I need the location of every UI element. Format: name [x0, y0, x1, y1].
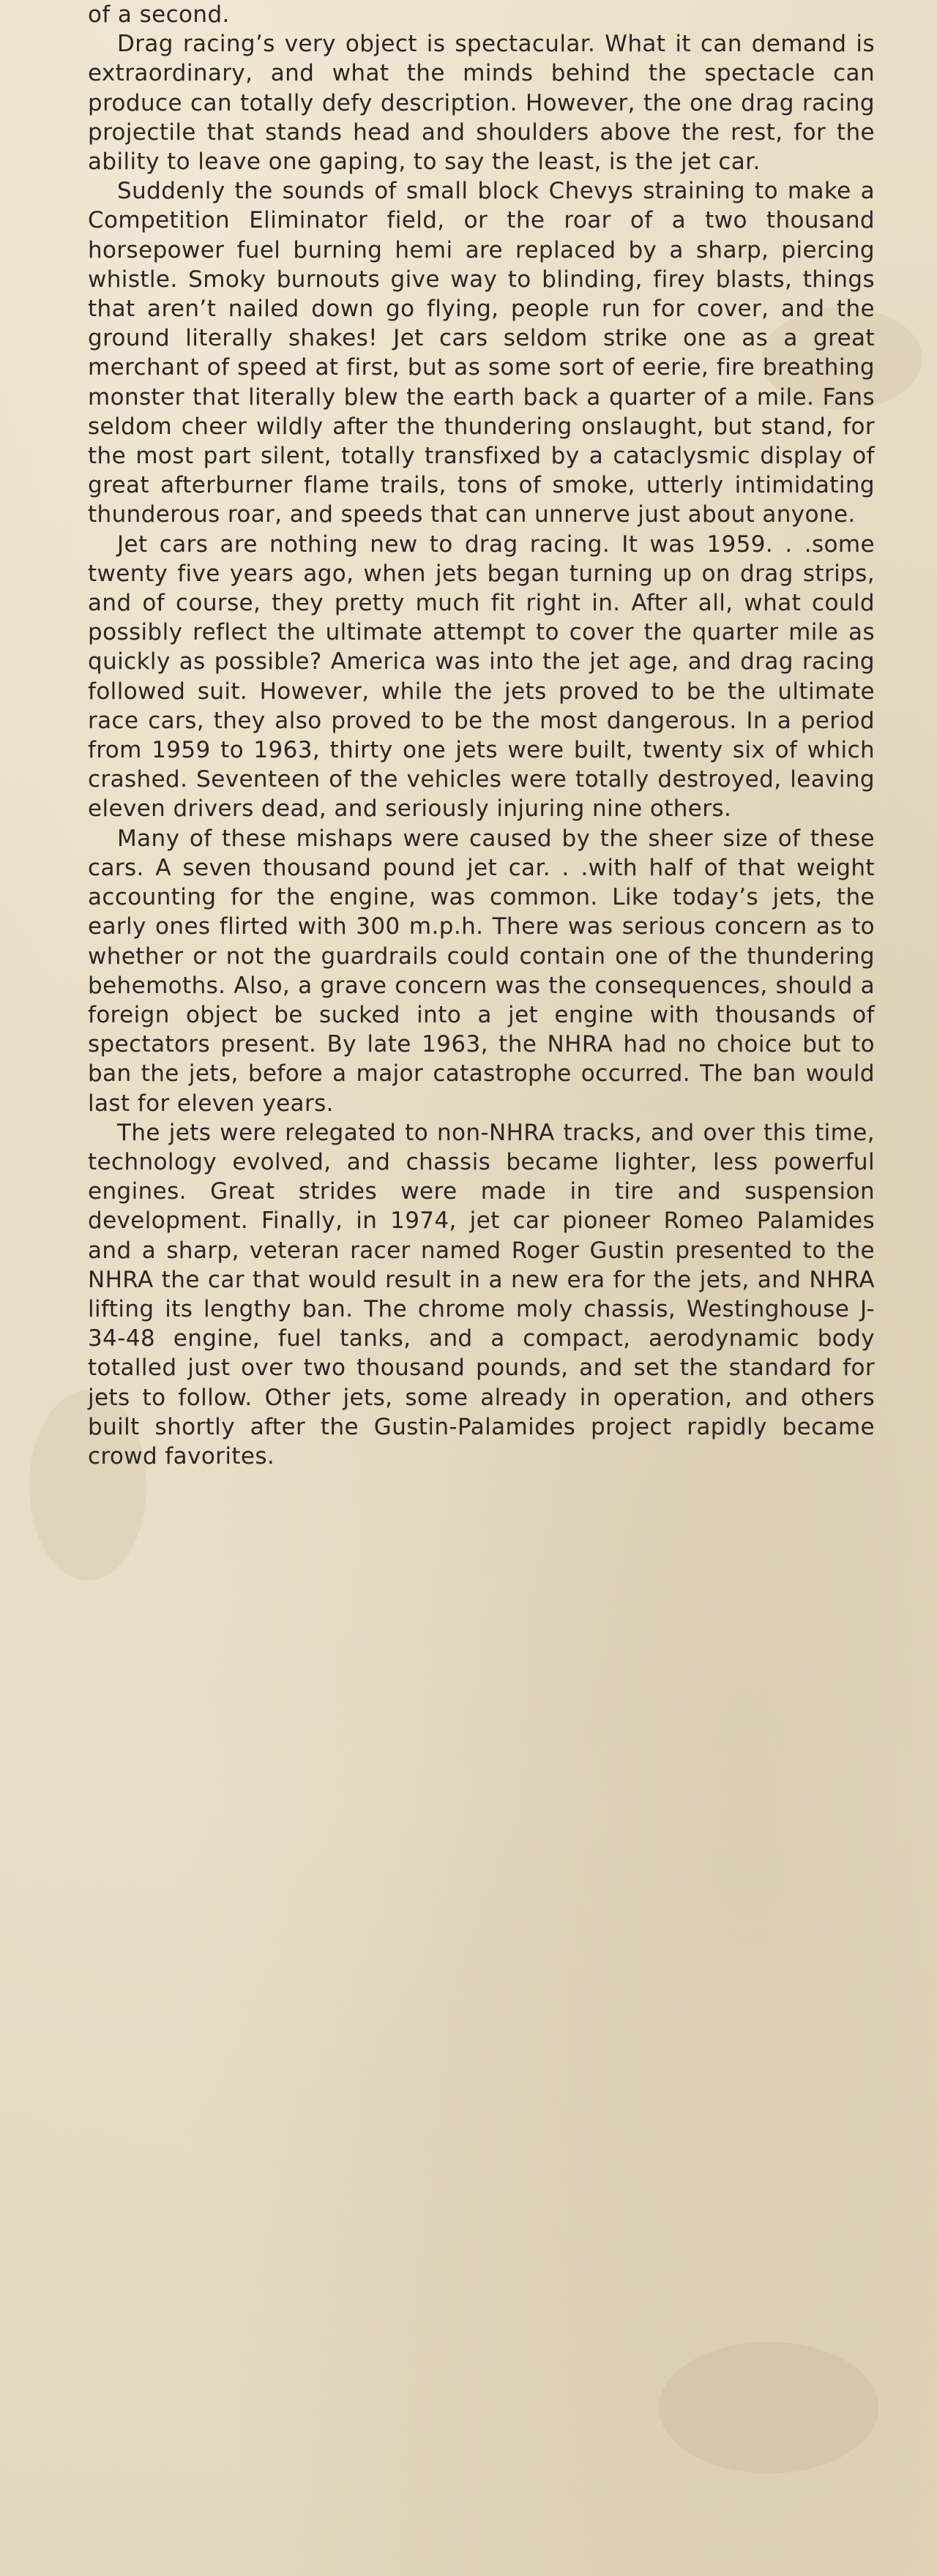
article-paragraph-2: Drag racing’s very object is spectacular. What it can demand is extraordinary, and what the minds behind the spectacle can produce can totally defy description. However, the one drag racing projectile that stands head and shoulders above the rest, for the ability to leave one gaping, to say the least, is the jet car.: [88, 31, 875, 176]
article-paragraph-1: of a second.: [88, 1, 230, 28]
article-column: [88, 0, 875, 1471]
article-paragraph-4: Jet cars are nothing new to drag racing. It was 1959. . .some twenty five years ago, when jets began turning up on drag strips, and of course, they pretty much fit right in. After all, what could possibly reflect the ultimate attempt to cover the quarter mile as quickly as possible? America was into the jet age, and drag racing followed suit. However, while the jets proved to be the ultimate race cars, they also proved to be the most dangerous. In a period from 1959 to 1963, thirty one jets were built, twenty six of which crashed. Seventeen of the vehicles were totally destroyed, leaving eleven drivers dead, and seriously injuring nine others.: [88, 531, 875, 823]
article-paragraph-6: The jets were relegated to non-NHRA tracks, and over this time, technology evolved, and chassis became lighter, less powerful engines. Great strides were made in tire and suspension development. Finally, in 1974, jet car pioneer Romeo Palamides and a sharp, veteran racer named Roger Gustin presented to the NHRA the car that would result in a new era for the jets, and NHRA lifting its lengthy ban. The chrome moly chassis, Westinghouse J-34-48 engine, fuel tanks, and a compact, aerodynamic body totalled just over two thousand pounds, and set the standard for jets to follow. Other jets, some already in operation, and others built shortly after the Gustin-Palamides project rapidly became crowd favorites.: [88, 1119, 875, 1469]
article-paragraph-5: Many of these mishaps were caused by the sheer size of these cars. A seven thousand pound jet car. . .with half of that weight accounting for the engine, was common. Like today’s jets, the early ones flirted with 300 m.p.h. There was serious concern as to whether or not the guardrails could contain one of the thundering behemoths. Also, a grave concern was the consequences, should a foreign object be sucked into a jet engine with thousands of spectators present. By late 1963, the NHRA had no choice but to ban the jets, before a major catastrophe occurred. The ban would last for eleven years.: [88, 825, 875, 1117]
paper-stain: [659, 2342, 878, 2474]
article-paragraph-3: Suddenly the sounds of small block Chevys straining to make a Competition Eliminator field, or the roar of a two thousand horsepower fuel burning hemi are replaced by a sharp, piercing whistle. Smoky burnouts give way to blinding, firey blasts, things that aren’t nailed down go flying, people run for cover, and the ground literally shakes! Jet cars seldom strike one as a great merchant of speed at first, but as some sort of eerie, fire breathing monster that literally blew the earth back a quarter of a mile. Fans seldom cheer wildly after the thundering onslaught, but stand, for the most part silent, totally transfixed by a cataclysmic display of great afterburner flame trails, tons of smoke, utterly intimidating thunderous roar, and speeds that can unnerve just about anyone.: [88, 178, 875, 528]
